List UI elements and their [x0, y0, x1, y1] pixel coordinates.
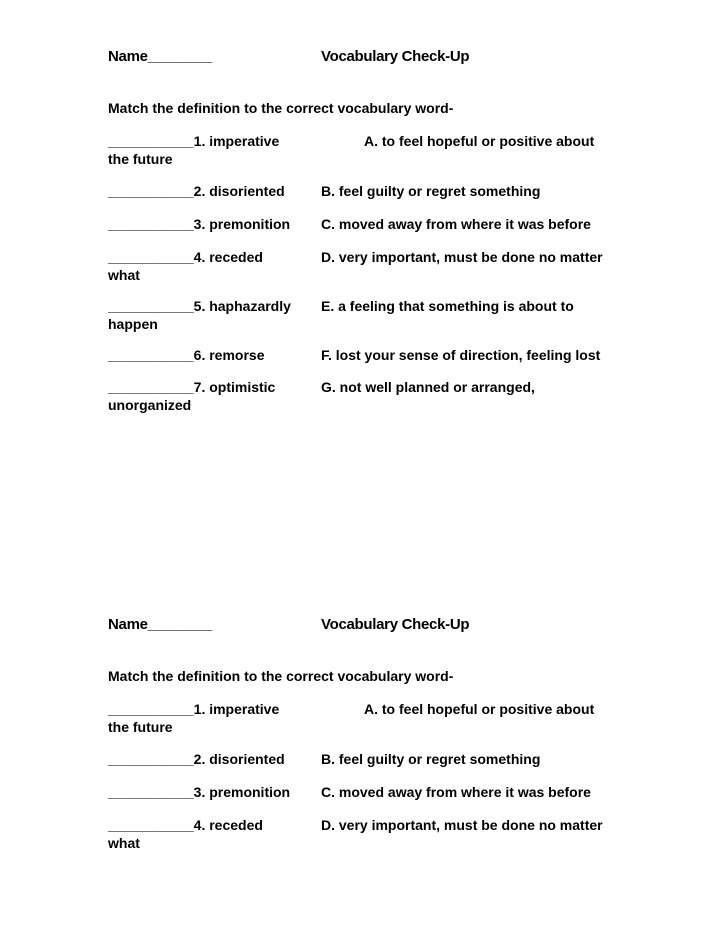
match-item	[108, 700, 628, 736]
definition: A. to feel hopeful or positive about	[364, 133, 595, 149]
vocab-word: 1. imperative	[193, 701, 280, 717]
answer-blank[interactable]: ___________	[108, 347, 194, 363]
definition: D. very important, must be done no matter	[321, 249, 603, 265]
worksheet-header	[108, 44, 628, 68]
answer-blank[interactable]: ___________	[108, 379, 194, 395]
answer-blank[interactable]: ___________	[108, 216, 194, 232]
match-item	[108, 297, 628, 333]
answer-blank[interactable]: ___________	[108, 133, 194, 149]
definition: G. not well planned or arranged,	[321, 379, 535, 395]
worksheet-bottom	[108, 612, 628, 852]
definition-continued: unorganized	[108, 397, 192, 413]
instructions: Match the definition to the correct vocabulary word-	[108, 668, 454, 684]
vocab-word: 7. optimistic	[193, 379, 276, 395]
definition-continued: happen	[108, 316, 158, 332]
definition: B. feel guilty or regret something	[321, 751, 541, 767]
answer-blank[interactable]: ___________	[108, 751, 194, 767]
instructions: Match the definition to the correct vocabulary word-	[108, 100, 454, 116]
answer-blank[interactable]: ___________	[108, 249, 194, 265]
worksheet-top	[108, 44, 628, 414]
definition: A. to feel hopeful or positive about	[364, 701, 595, 717]
definition: D. very important, must be done no matter	[321, 817, 603, 833]
match-item	[108, 378, 628, 414]
definition: B. feel guilty or regret something	[321, 183, 541, 199]
definition: C. moved away from where it was before	[321, 216, 591, 232]
answer-blank[interactable]: ___________	[108, 183, 194, 199]
vocab-word: 1. imperative	[193, 133, 280, 149]
answer-blank[interactable]: ___________	[108, 701, 194, 717]
match-item	[108, 132, 628, 168]
definition: C. moved away from where it was before	[321, 784, 591, 800]
vocab-word: 3. premonition	[193, 784, 291, 800]
vocab-word: 5. haphazardly	[193, 298, 291, 314]
definition-continued: the future	[108, 719, 173, 735]
match-item	[108, 182, 628, 200]
vocab-word: 4. receded	[193, 249, 263, 265]
definition-continued: what	[108, 267, 140, 283]
answer-blank[interactable]: ___________	[108, 298, 194, 314]
vocab-word: 6. remorse	[193, 347, 265, 363]
definition: E. a feeling that something is about to	[321, 298, 574, 314]
definition-continued: the future	[108, 151, 173, 167]
vocab-word: 4. receded	[193, 817, 263, 833]
name-label: Name________	[108, 616, 212, 633]
vocab-word: 3. premonition	[193, 216, 291, 232]
name-label: Name________	[108, 48, 212, 65]
answer-blank[interactable]: ___________	[108, 817, 194, 833]
definition: F. lost your sense of direction, feeling lost	[321, 347, 601, 363]
match-item	[108, 215, 628, 233]
match-item	[108, 346, 628, 364]
match-item	[108, 750, 628, 768]
match-item	[108, 248, 628, 284]
match-item	[108, 816, 628, 852]
definition-continued: what	[108, 835, 140, 851]
worksheet-title: Vocabulary Check-Up	[321, 616, 470, 633]
worksheet-header	[108, 612, 628, 636]
answer-blank[interactable]: ___________	[108, 784, 194, 800]
vocab-word: 2. disoriented	[193, 183, 285, 199]
vocab-word: 2. disoriented	[193, 751, 285, 767]
worksheet-title: Vocabulary Check-Up	[321, 48, 470, 65]
match-item	[108, 783, 628, 801]
